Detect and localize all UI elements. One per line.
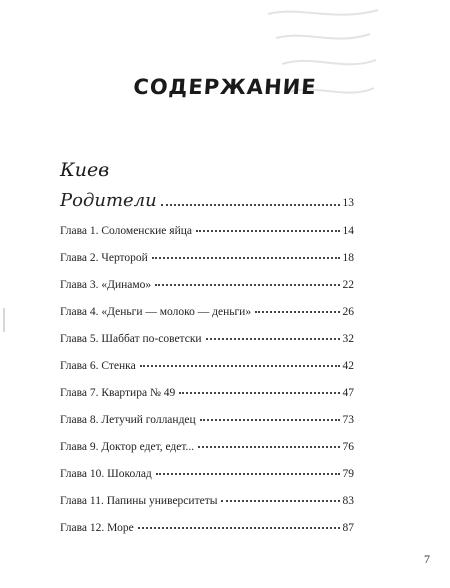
toc-chapter-row[interactable] (60, 360, 354, 372)
toc-chapter-row[interactable] (60, 387, 354, 399)
dot-leader (140, 365, 340, 367)
dot-leader (198, 446, 339, 448)
toc-chapter-row[interactable] (60, 279, 354, 291)
chapter-title: Глава 4. «Деньги — молоко — деньги» (60, 306, 252, 318)
toc-chapter-row[interactable] (60, 495, 354, 507)
dot-leader (156, 473, 340, 475)
show-through-scribble (258, 0, 388, 120)
toc-chapter-row[interactable] (60, 252, 354, 264)
dot-leader (161, 204, 340, 206)
toc-chapter-row[interactable] (60, 306, 354, 318)
chapter-title: Глава 9. Доктор едет, едет... (60, 441, 195, 453)
toc-chapter-row[interactable] (60, 468, 354, 480)
toc-heading: СОДЕРЖАНИЕ (132, 75, 318, 99)
chapter-title: Глава 10. Шоколад (60, 468, 152, 480)
page-number: 87 (342, 522, 354, 534)
folio-page-number: 7 (424, 552, 430, 566)
page-number: 76 (342, 441, 354, 453)
toc-chapter-row[interactable] (60, 414, 354, 426)
page-number: 42 (342, 360, 354, 372)
toc-chapter-row[interactable] (60, 441, 354, 453)
toc-part-row[interactable] (60, 190, 354, 211)
toc-chapter-row[interactable] (60, 225, 354, 237)
dot-leader (221, 500, 339, 502)
page-number: 13 (342, 197, 354, 209)
dot-leader (200, 419, 340, 421)
chapter-title: Глава 2. Черторой (60, 252, 148, 264)
dot-leader (255, 311, 339, 313)
chapter-title: Глава 3. «Динамо» (60, 279, 152, 291)
toc-chapter-row[interactable] (60, 333, 354, 345)
dot-leader (196, 230, 340, 232)
chapter-title: Глава 12. Море (60, 522, 134, 534)
dot-leader (179, 392, 339, 394)
chapter-title: Глава 6. Стенка (60, 360, 136, 372)
dot-leader (138, 527, 340, 529)
chapter-title: Глава 1. Соломенские яйца (60, 225, 192, 237)
section-title: Киев (60, 159, 110, 181)
chapter-title: Глава 11. Папины университеты (60, 495, 218, 507)
dot-leader (152, 257, 340, 259)
toc-chapter-row[interactable] (60, 522, 354, 534)
dot-leader (206, 338, 340, 340)
chapter-title: Глава 5. Шаббат по-советски (60, 333, 202, 345)
page-number: 22 (342, 279, 354, 291)
chapter-title: Глава 8. Летучий голландец (60, 414, 196, 426)
dot-leader (155, 284, 339, 286)
page-edge-mark (3, 308, 5, 332)
part-title: Родители (60, 190, 157, 211)
page-number: 32 (342, 333, 354, 345)
page-number: 47 (342, 387, 354, 399)
chapter-title: Глава 7. Квартира № 49 (60, 387, 176, 399)
page-number: 14 (342, 225, 354, 237)
page-number: 79 (342, 468, 354, 480)
page-number: 83 (342, 495, 354, 507)
page-number: 18 (342, 252, 354, 264)
page-number: 26 (342, 306, 354, 318)
page-number: 73 (342, 414, 354, 426)
